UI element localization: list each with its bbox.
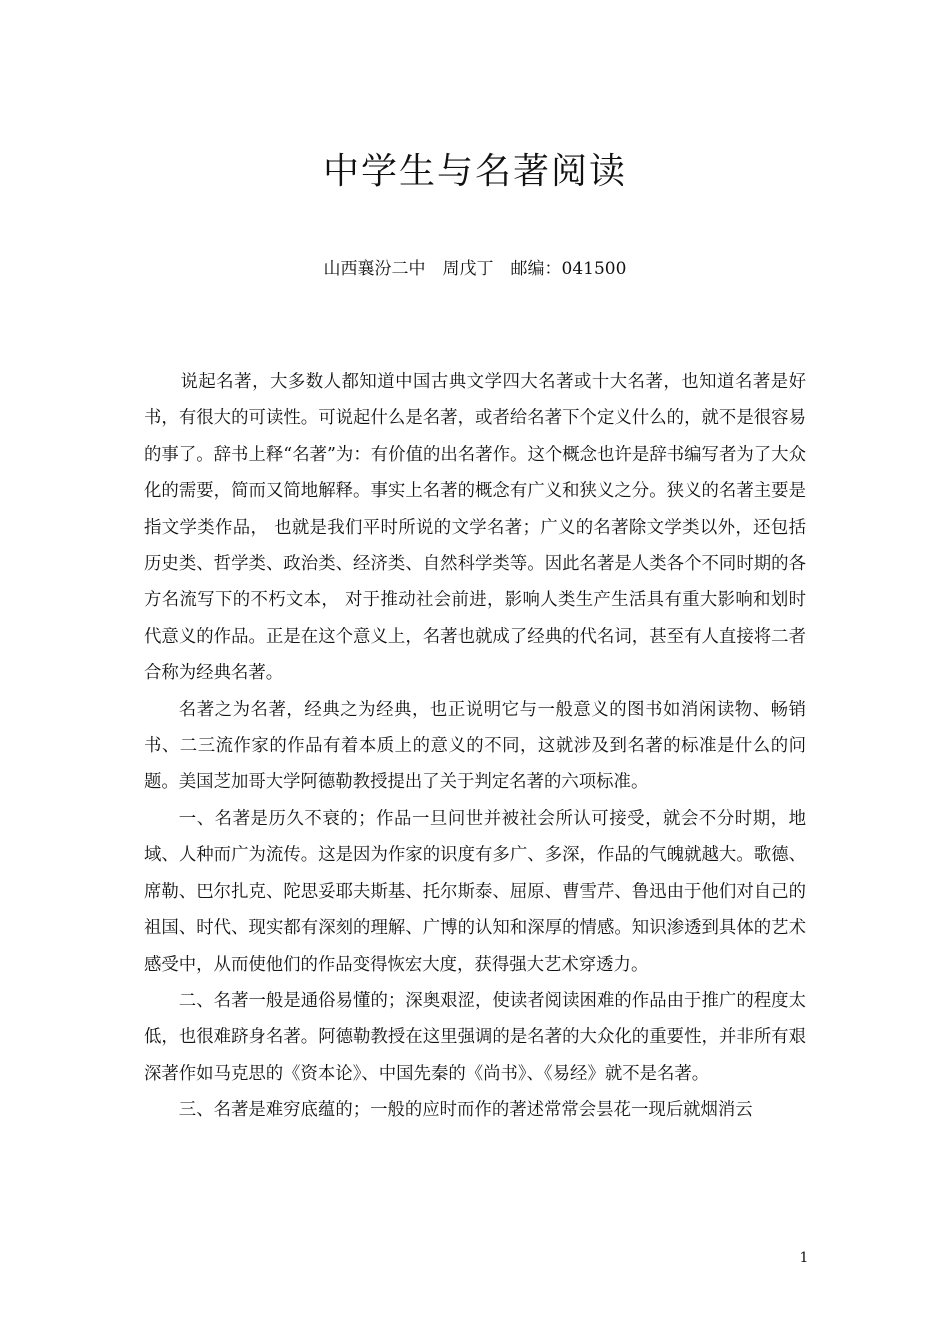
body-paragraph: 三、名著是难穷底蕴的；一般的应时而作的著述常常会昙花一现后就烟消云 [178, 1100, 753, 1121]
document-title: 中学生与名著阅读 [322, 151, 627, 192]
author-byline: 山西襄汾二中 周戊丁 邮编：041500 [323, 259, 627, 279]
page-number: 1 [799, 1250, 809, 1266]
body-paragraph: 一、名著是历久不衰的；作品一旦问世并被社会所认可接受，就会不分时期，地域、人种而广为流传。这是因为作家的识度有多广、多深，作品的气魄就越大。歌德、席勒、巴尔扎克、陀思妥耶夫斯基、托尔斯泰、屈原、曹雪芹、鲁迅由于他们对自己的祖国、时代、现实都有深刻的理解、广博的认知和深厚的情感。知识渗透到具体的艺术感受中，从而使他们的作品变得恢宏大度，获得强大艺术穿透力。 [144, 808, 806, 975]
body-paragraph: 二、名著一般是通俗易懂的；深奥艰涩，使读者阅读困难的作品由于推广的程度太低，也很难跻身名著。阿德勒教授在这里强调的是名著的大众化的重要性，并非所有艰深著作如马克思的《资本论》、中国先秦的《尚书》、《易经》就不是名著。 [144, 990, 806, 1084]
document-body [144, 364, 806, 1129]
body-paragraph: 说起名著，大多数人都知道中国古典文学四大名著或十大名著，也知道名著是好书，有很大的可读性。可说起什么是名著，或者给名著下个定义什么的，就不是很容易的事了。辞书上释“名著”为：有价值的出名著作。这个概念也许是辞书编写者为了大众化的需要，简而又简地解释。事实上名著的概念有广义和狭义之分。狭义的名著主要是指文学类作品， 也就是我们平时所说的文学名著；广义的名著除文学类以外，还包括历史类、哲学类、政治类、经济类、自然科学类等。因此名著是人类各个不同时期的各方名流写下的不朽文本， 对于推动社会前进，影响人类生产生活具有重大影响和划时代意义的作品。正是在这个意义上，名著也就成了经典的代名词，甚至有人直接将二者合称为经典名著。 [144, 372, 806, 684]
body-paragraph: 名著之为名著，经典之为经典，也正说明它与一般意义的图书如消闲读物、畅销书、二三流作家的作品有着本质上的意义的不同，这就涉及到名著的标准是什么的问题。美国芝加哥大学阿德勒教授提出了关于判定名著的六项标准。 [144, 699, 806, 793]
